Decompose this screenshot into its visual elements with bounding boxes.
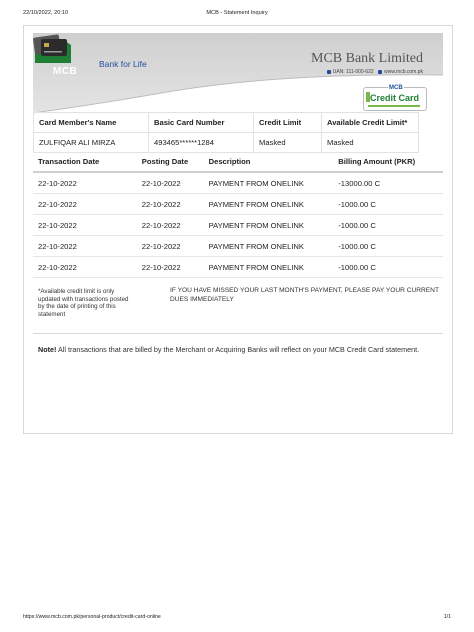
bank-contact xyxy=(324,69,423,75)
header-posting-date: Posting Date xyxy=(137,151,204,172)
billing-amount: -1000.00 C xyxy=(333,194,443,215)
description: PAYMENT FROM ONELINK xyxy=(204,257,334,278)
posting-date: 22-10-2022 xyxy=(137,215,204,236)
billing-amount: -1000.00 C xyxy=(333,236,443,257)
transaction-date: 22-10-2022 xyxy=(33,236,137,257)
bank-tagline: Bank for Life xyxy=(99,59,147,69)
description: PAYMENT FROM ONELINK xyxy=(204,236,334,257)
posting-date: 22-10-2022 xyxy=(137,194,204,215)
badge-strip xyxy=(368,105,420,107)
bank-name: MCB Bank Limited xyxy=(311,51,423,66)
header-billing-amount: Billing Amount (PKR) xyxy=(333,151,443,172)
table-row xyxy=(33,172,443,194)
card-member-name: ZULFIQAR ALI MIRZA xyxy=(34,133,149,153)
posting-date: 22-10-2022 xyxy=(137,236,204,257)
transaction-date: 22-10-2022 xyxy=(33,257,137,278)
statement-note xyxy=(38,345,438,355)
description: PAYMENT FROM ONELINK xyxy=(204,215,334,236)
billing-amount: -1000.00 C xyxy=(333,215,443,236)
header-available-credit-limit: Available Credit Limit* xyxy=(322,113,419,133)
table-row xyxy=(33,215,443,236)
available-credit-limit-value: Masked xyxy=(322,133,419,153)
globe-icon xyxy=(378,70,382,74)
logo-text: MCB xyxy=(53,66,78,77)
statement-container xyxy=(23,25,453,434)
print-header xyxy=(0,10,474,22)
transaction-date: 22-10-2022 xyxy=(33,215,137,236)
billing-amount: -1000.00 C xyxy=(333,257,443,278)
print-datetime: 22/10/2022, 20:10 xyxy=(23,10,69,16)
transaction-date: 22-10-2022 xyxy=(33,194,137,215)
uan-text: UAN: 111-000-622 xyxy=(332,69,374,75)
badge-top-text: MCB xyxy=(389,85,403,91)
print-url: https://www.mcb.com.pk/personal-product/credit-card-online xyxy=(23,614,161,620)
print-footer xyxy=(0,614,474,624)
print-title: MCB - Statement Inquiry xyxy=(206,10,268,16)
credit-cards-image xyxy=(33,33,69,57)
header-card-member-name: Card Member's Name xyxy=(34,113,149,133)
posting-date: 22-10-2022 xyxy=(137,172,204,194)
phone-icon xyxy=(327,70,331,74)
note-text: All transactions that are billed by the Merchant or Acquiring Banks will reflect on your MCB Credit Card statement. xyxy=(57,345,420,354)
description: PAYMENT FROM ONELINK xyxy=(204,172,334,194)
table-row xyxy=(33,194,443,215)
table-row xyxy=(33,257,443,278)
header-credit-limit: Credit Limit xyxy=(254,113,322,133)
divider xyxy=(33,333,443,334)
credit-limit-value: Masked xyxy=(254,133,322,153)
header-basic-card-number: Basic Card Number xyxy=(149,113,254,133)
basic-card-number: 493465******1284 xyxy=(149,133,254,153)
transactions-header-row xyxy=(33,151,443,172)
card-info-table xyxy=(33,112,419,153)
description: PAYMENT FROM ONELINK xyxy=(204,194,334,215)
note-label: Note! xyxy=(38,345,57,354)
missed-payment-note: IF YOU HAVE MISSED YOUR LAST MONTH'S PAYMENT, PLEASE PAY YOUR CURRENT DUES IMMEDIATELY xyxy=(170,287,439,303)
website-text: www.mcb.com.pk xyxy=(384,69,423,75)
credit-card-badge xyxy=(363,87,427,111)
badge-main-text: Credit Card xyxy=(370,93,420,103)
card-info-value-row xyxy=(34,133,419,153)
available-limit-note: *Available credit limit is only updated with transactions posted by the date of printing of this statement xyxy=(38,288,129,319)
header-transaction-date: Transaction Date xyxy=(33,151,137,172)
transaction-date: 22-10-2022 xyxy=(33,172,137,194)
transactions-table xyxy=(33,151,443,278)
billing-amount: -13000.00 C xyxy=(333,172,443,194)
header-description: Description xyxy=(204,151,334,172)
page-number: 1/1 xyxy=(443,614,451,620)
posting-date: 22-10-2022 xyxy=(137,257,204,278)
card-info-header-row xyxy=(34,113,419,133)
table-row xyxy=(33,236,443,257)
